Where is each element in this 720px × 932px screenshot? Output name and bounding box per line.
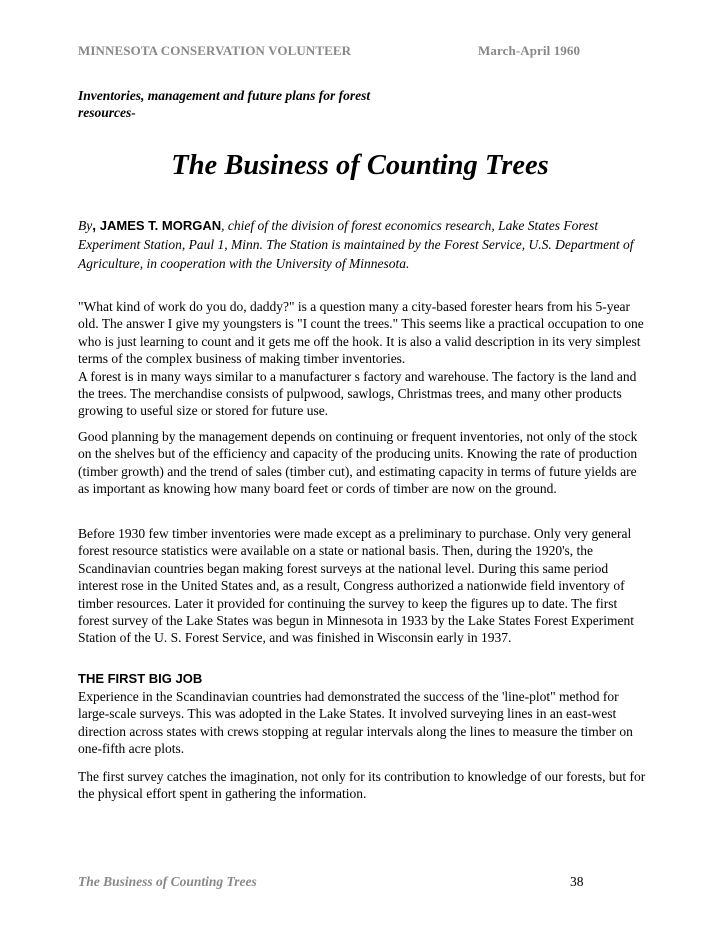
paragraph-text: Before 1930 few timber inventories were made except as a preliminary to purchase. Only very general forest resource statistics were available on a state or national basis. Then, during the 1920's, the Scandinavian countries began making forest surveys at the national level. During this same period interest rose in the United States and, as a result, Congress authorized a nationwide field inventory of timber resources. Later it provided for continuing the survey to keep the figures up to date. The first forest survey of the Lake States was begun in Minnesota in 1933 by the Lake States Forest Experiment Station of the U. S. Forest Service, and was finished in Wisconsin early in 1937. — [78, 526, 634, 646]
paragraph-text: Experience in the Scandinavian countries had demonstrated the success of the 'line-plot" method for large-scale surveys. This was adopted in the Lake States. It involved surveying lines in an east-west direction across states with crews stopping at regular intervals along the lines to measure the timber on one-fifth acre plots. — [78, 689, 633, 757]
article-subtitle: Inventories, management and future plans for forest resources- — [78, 88, 371, 120]
paragraph-intro — [78, 298, 646, 420]
author-name: JAMES T. MORGAN — [99, 218, 222, 233]
paragraph-text: The first survey catches the imagination, not only for its contribution to knowledge of our forests, but for the physical effort spent in gathering the information. — [78, 769, 646, 802]
author-description: , chief of the division of forest economics research, Lake States Forest Experiment Station, Paul 1, Minn. The Station is maintained by the Forest Service, U.S. Department of Agriculture, in cooperation with the University of Minnesota. — [78, 218, 634, 271]
paragraph-text: "What kind of work do you do, daddy?" is a question many a city-based forester hears from his 5-year old. The answer I give my youngsters is "I count the trees." This seems like a practical occupation to one who is just learning to count and it gets me off the hook. It is also a valid description in its very simplest terms of the complex business of making timber inventories. — [78, 299, 644, 367]
byline — [78, 216, 658, 273]
paragraph-text: Good planning by the management depends on continuing or frequent inventories, not only of the stock on the shelves but of the efficiency and capacity of the producing units. Knowing the rate of production (timber growth) and the trend of sales (timber cut), and estimating capacity in terms of future yields are as important as knowing how many board feet or cords of timber are now on the ground. — [78, 429, 638, 497]
page-number: 38 — [570, 874, 584, 889]
section-heading: THE FIRST BIG JOB — [78, 671, 203, 686]
paragraph-text: A forest is in many ways similar to a manufacturer s factory and warehouse. The factory is the land and the trees. The merchandise consists of pulpwood, sawlogs, Christmas trees, and many other products growing to useful size or stored for future use. — [78, 368, 637, 419]
publication-name: MINNESOTA CONSERVATION VOLUNTEER — [78, 43, 352, 58]
footer-running-title: The Business of Counting Trees — [78, 874, 257, 889]
issue-date: March-April 1960 — [478, 43, 581, 58]
byline-prefix: By — [78, 218, 93, 233]
byline-comma: , — [92, 218, 100, 233]
article-title: The Business of Counting Trees — [171, 150, 549, 181]
